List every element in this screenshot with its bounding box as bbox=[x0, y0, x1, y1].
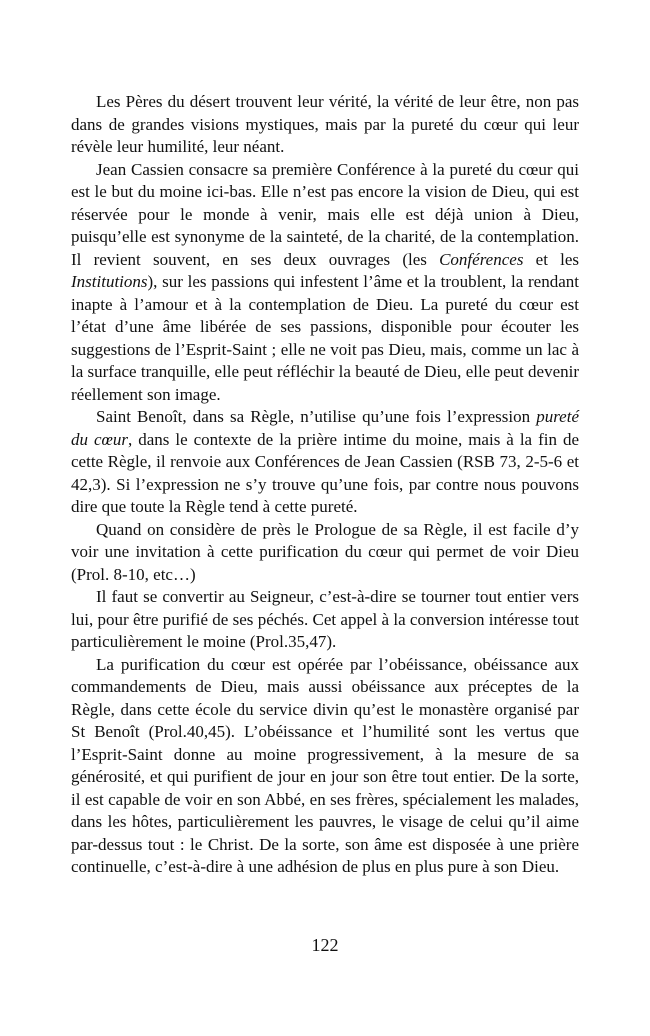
italic-phrase-purete-du-coeur: pureté du cœur bbox=[71, 407, 579, 449]
text-run: ), sur les passions qui infestent l’âme et la troublent, la rendant inapte à l’amour et à la contemplation de Dieu. La pureté du cœur est l’état d’une âme libérée de ses passions, disponible pour écouter les suggestions de l’Esprit-Saint ; elle ne voit pas Dieu, mais, comme un lac à la surface tranquille, elle peut réfléchir la beauté de Dieu, elle peut devenir réellement son image. bbox=[71, 272, 579, 404]
italic-title-institutions: Institutions bbox=[71, 272, 148, 291]
paragraph-prologue bbox=[71, 519, 579, 587]
paragraph-jean-cassien bbox=[71, 159, 579, 407]
page-body bbox=[71, 91, 579, 879]
italic-title-conferences: Conférences bbox=[439, 249, 524, 269]
text-run: Il faut se convertir au Seigneur, c’est-à-dire se tourner tout entier vers lui, pour être purifié de ses péchés. Cet appel à la conversion intéresse tout particulièrement le moine (Prol.35,47). bbox=[71, 587, 579, 651]
paragraph-conversion bbox=[71, 586, 579, 654]
paragraph-purification bbox=[71, 654, 579, 879]
text-run: Quand on considère de près le Prologue de sa Règle, il est facile d’y voir une invitation à cette purification du cœur qui permet de voir Dieu (Prol. 8-10, etc…) bbox=[71, 519, 579, 584]
text-run: et les bbox=[523, 249, 580, 269]
text-run: Saint Benoît, dans sa Règle, n’utilise qu’une fois l’expression bbox=[96, 407, 537, 426]
page-number: 122 bbox=[311, 935, 339, 955]
paragraph-saint-benoit bbox=[71, 406, 579, 519]
text-run: La purification du cœur est opérée par l’obéissance, obéissance aux commandements de Dieu, mais aussi obéissance aux préceptes de la Règle, dans cette école du service divin qu’est le monastère organisé par St Benoît (Prol.40,45). L’obéissance et l’humilité sont les vertus que l’Esprit-Saint donne au moine progressivement, à la mesure de sa générosité, et qui purifient de jour en jour son être tout entier. De la sorte, il est capable de voir en son Abbé, en ses frères, spécialement les malades, dans les hôtes, particulièrement les pauvres, le visage de celui qu’il aime par-dessus tout : le Christ. De la sorte, son âme est disposée à une prière continuelle, c’est-à-dire à une adhésion de plus en plus pure à son Dieu. bbox=[71, 654, 579, 876]
paragraph-desert-fathers bbox=[71, 91, 579, 159]
text-run: Jean Cassien consacre sa première Conférence à la pureté du cœur qui est le but du moine ici-bas. Elle n’est pas encore la vision de Dieu, qui est réservée pour le monde à venir, mais elle est déjà union à Dieu, puisqu’elle est synonyme de la sainteté, de la charité, de la contemplation. Il revient souvent, en ses deux ouvrages (les bbox=[71, 159, 579, 269]
text-run: Les Pères du désert trouvent leur vérité, la vérité de leur être, non pas dans de grandes visions mystiques, mais par la pureté du cœur qui leur révèle leur humilité, leur néant. bbox=[71, 92, 579, 156]
text-run: , dans le contexte de la prière intime du moine, mais à la fin de cette Règle, il renvoie aux Conférences de Jean Cassien (RSB 73, 2-5-6 et 42,3). Si l’expression ne s’y trouve qu’une fois, par contre nous pouvons dire que toute la Règle tend à cette pureté. bbox=[71, 429, 579, 516]
